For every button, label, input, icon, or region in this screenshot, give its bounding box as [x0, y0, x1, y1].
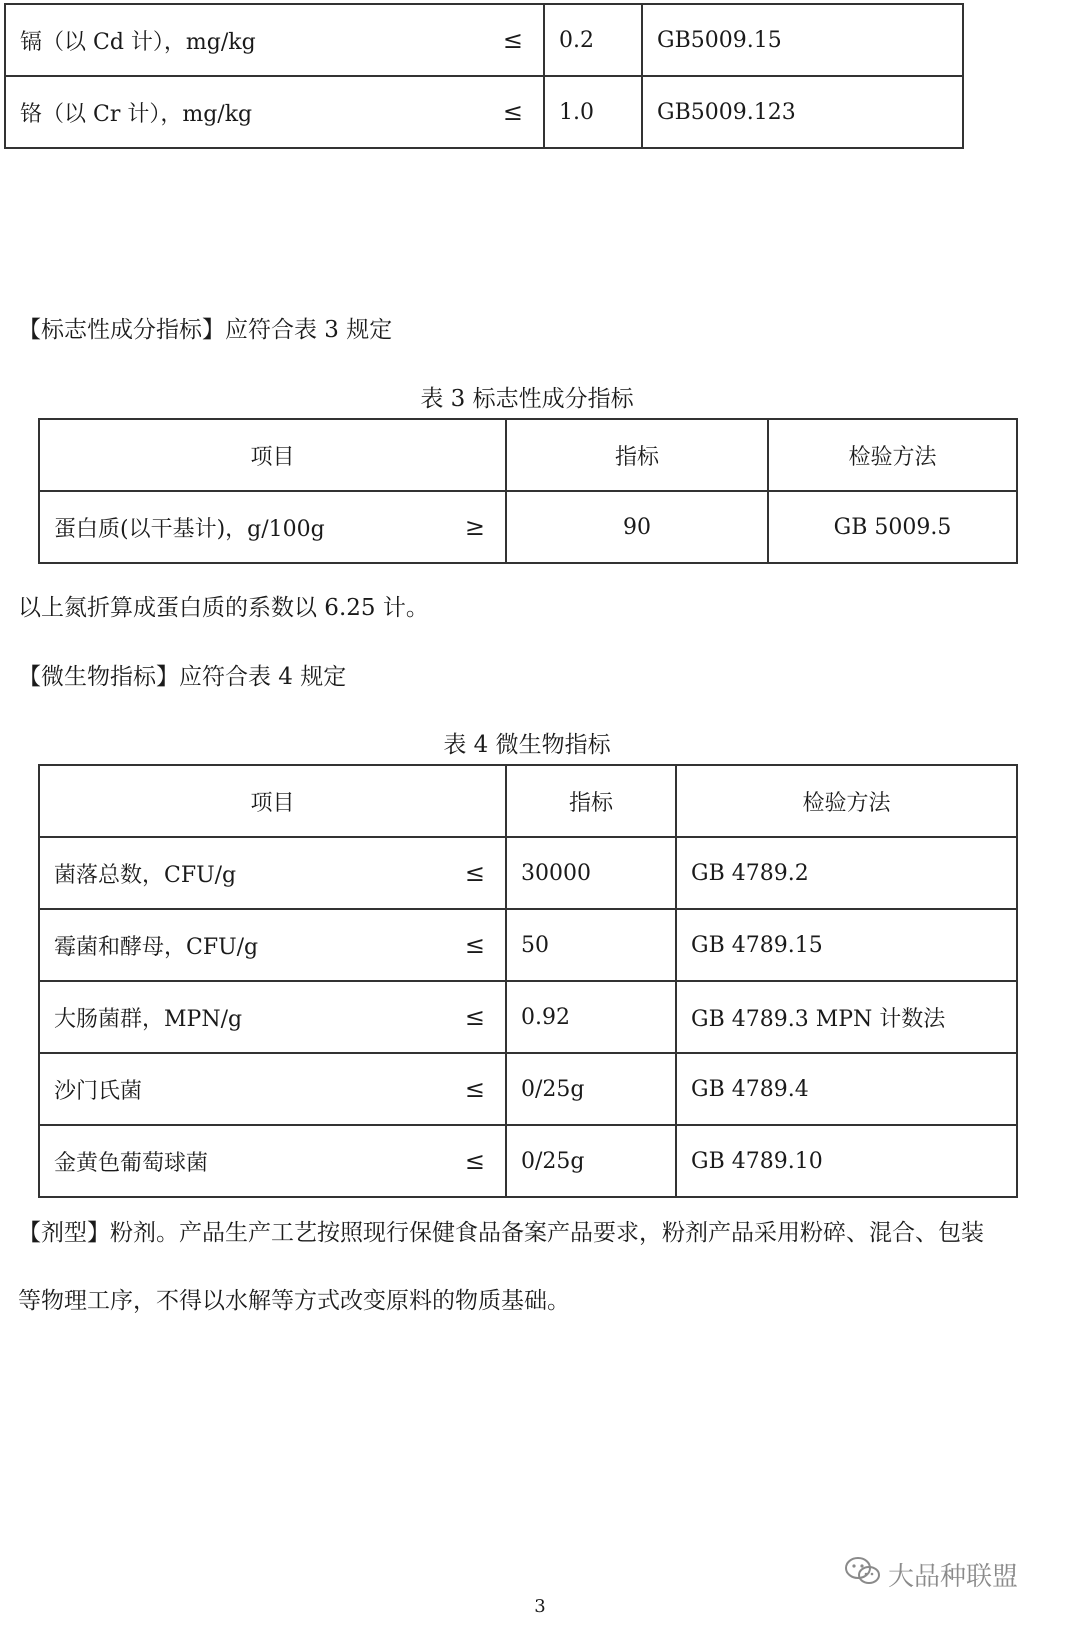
symbol: ≤	[464, 1147, 485, 1175]
section4-heading: 【微生物指标】应符合表 4 规定	[18, 664, 347, 690]
dosage-line-2: 等物理工序，不得以水解等方式改变原料的物质基础。	[18, 1288, 570, 1314]
item-cell: 菌落总数，CFU/g ≤	[39, 837, 506, 909]
item-cell: 霉菌和酵母，CFU/g ≤	[39, 909, 506, 981]
symbol: ≤	[464, 1075, 485, 1103]
item-cell: 蛋白质(以干基计)，g/100g ≥	[39, 491, 506, 563]
table-row	[5, 76, 963, 148]
header-method: 检验方法	[768, 419, 1017, 491]
value-cell: 30000	[506, 837, 676, 909]
symbol: ≤	[464, 931, 485, 959]
value-cell: 90	[506, 491, 768, 563]
table-row	[5, 4, 963, 76]
method-cell: GB5009.15	[642, 4, 963, 76]
header-value: 指标	[506, 765, 676, 837]
watermark	[844, 1556, 1018, 1593]
page-number: 3	[534, 1596, 546, 1617]
table-row	[39, 909, 1017, 981]
header-item: 项目	[39, 419, 506, 491]
table-row	[39, 837, 1017, 909]
header-item: 项目	[39, 765, 506, 837]
watermark-text: 大品种联盟	[887, 1562, 1018, 1592]
symbol: ≤	[502, 98, 523, 126]
header-value: 指标	[506, 419, 768, 491]
item-cell: 镉（以 Cd 计），mg/kg ≤	[5, 4, 544, 76]
table4-caption: 表 4 微生物指标	[443, 732, 611, 758]
table-row	[39, 1125, 1017, 1197]
marker-component-table	[38, 418, 1018, 564]
table-row	[39, 981, 1017, 1053]
item-cell: 沙门氏菌 ≤	[39, 1053, 506, 1125]
value-cell: 0.92	[506, 981, 676, 1053]
heavy-metal-table	[4, 3, 964, 149]
method-cell: GB5009.123	[642, 76, 963, 148]
value-cell: 1.0	[544, 76, 642, 148]
value-cell: 50	[506, 909, 676, 981]
value-cell: 0/25g	[506, 1125, 676, 1197]
wechat-icon	[844, 1556, 882, 1593]
value-cell: 0.2	[544, 4, 642, 76]
table-row	[39, 1053, 1017, 1125]
table-header-row	[39, 419, 1017, 491]
method-cell: GB 4789.4	[676, 1053, 1017, 1125]
item-cell: 大肠菌群，MPN/g ≤	[39, 981, 506, 1053]
table3-caption: 表 3 标志性成分指标	[420, 386, 634, 412]
symbol: ≤	[464, 1003, 485, 1031]
item-cell: 铬（以 Cr 计），mg/kg ≤	[5, 76, 544, 148]
method-cell: GB 4789.15	[676, 909, 1017, 981]
method-cell: GB 4789.3 MPN 计数法	[676, 981, 1017, 1053]
section3-heading: 【标志性成分指标】应符合表 3 规定	[18, 317, 393, 343]
item-cell: 金黄色葡萄球菌 ≤	[39, 1125, 506, 1197]
dosage-line-1: 【剂型】粉剂。产品生产工艺按照现行保健食品备案产品要求，粉剂产品采用粉碎、混合、包装	[18, 1220, 984, 1246]
method-cell: GB 4789.10	[676, 1125, 1017, 1197]
section3-note: 以上氮折算成蛋白质的系数以 6.25 计。	[18, 595, 429, 621]
table-row	[39, 491, 1017, 563]
value-cell: 0/25g	[506, 1053, 676, 1125]
header-method: 检验方法	[676, 765, 1017, 837]
symbol: ≤	[464, 859, 485, 887]
method-cell: GB 4789.2	[676, 837, 1017, 909]
symbol: ≤	[502, 26, 523, 54]
microbe-table	[38, 764, 1018, 1198]
table-header-row	[39, 765, 1017, 837]
symbol: ≥	[464, 513, 485, 541]
method-cell: GB 5009.5	[768, 491, 1017, 563]
